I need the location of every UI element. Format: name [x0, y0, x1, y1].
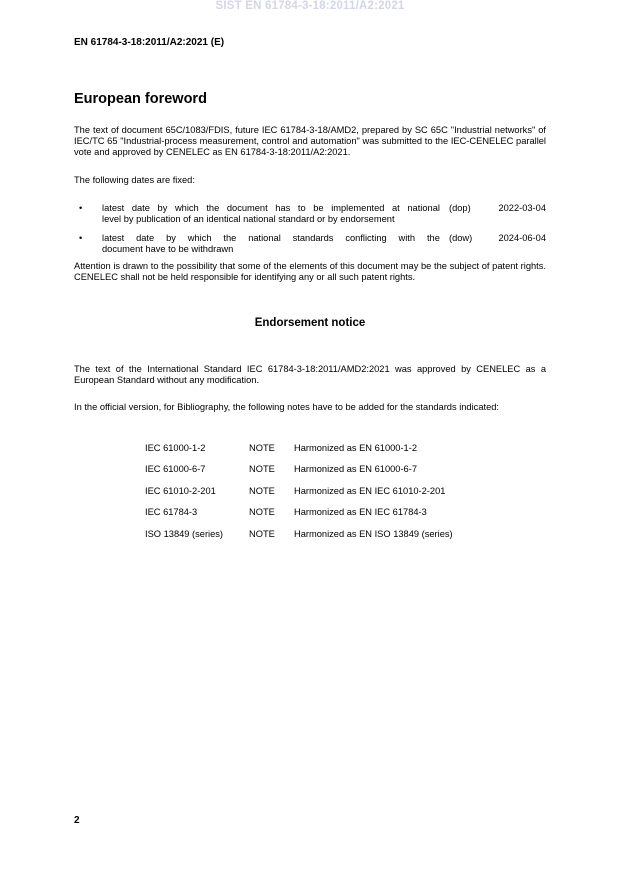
endorsement-paragraph-1: The text of the International Standard IEC 61784-3-18:2011/AMD2:2021 was approved by CENELEC as a European Standard without any modification. [74, 364, 546, 385]
note-label: NOTE [249, 464, 275, 474]
bullet-text [102, 233, 440, 255]
bullet-word: national [407, 203, 440, 213]
bullet-word: by [166, 233, 176, 243]
note-label: NOTE [249, 507, 275, 517]
note-standard: IEC 61784-3 [145, 507, 198, 517]
page-number: 2 [74, 815, 80, 826]
bullet-line-1 [102, 203, 440, 214]
bullet-word: document [226, 203, 268, 213]
bullet-line-2: document have to be withdrawn [102, 244, 234, 254]
note-row [145, 443, 505, 455]
bullet-word: implemented [331, 203, 385, 213]
bullet-marker: • [79, 203, 83, 213]
bullet-word: standards [292, 233, 334, 243]
bullet-word: the [206, 203, 220, 213]
bullet-word: latest [102, 233, 125, 243]
bullet-word: to [297, 203, 306, 213]
note-label: NOTE [249, 486, 275, 496]
bullet-text [102, 203, 440, 225]
note-label: NOTE [249, 529, 275, 539]
bullet-word: conflicting [345, 233, 387, 243]
bullet-word: has [275, 203, 291, 213]
bullet-word: latest [102, 203, 125, 213]
bullet-word: with [398, 233, 416, 243]
bullet-line-2: level by publication of an identical national standard or by endorsement [102, 214, 395, 224]
endorsement-paragraph-2: In the official version, for Bibliography, the following notes have to be added for the standards indicated: [74, 402, 499, 412]
note-standard: ISO 13849 (series) [145, 529, 224, 539]
bullet-word: be [313, 203, 324, 213]
note-text: Harmonized as EN IEC 61784-3 [294, 507, 427, 517]
note-text: Harmonized as EN 61000-1-2 [294, 443, 417, 453]
note-row [145, 529, 505, 541]
bullet-code: (dop) [449, 203, 471, 213]
bullet-date: 2022-03-04 [498, 203, 546, 213]
bullet-code: (dow) [449, 233, 473, 243]
bullet-word: the [426, 233, 440, 243]
bullet-word: the [223, 233, 237, 243]
note-standard: IEC 61000-6-7 [145, 464, 206, 474]
note-text: Harmonized as EN IEC 61010-2-201 [294, 486, 446, 496]
watermark: SIST EN 61784-3-18:2011/A2:2021 [215, 0, 405, 12]
bullet-word: national [248, 233, 281, 243]
document-header: EN 61784-3-18:2011/A2:2021 (E) [74, 37, 225, 48]
note-text: Harmonized as EN 61000-6-7 [294, 464, 417, 474]
note-standard: IEC 61000-1-2 [145, 443, 206, 453]
endorsement-title: Endorsement notice [254, 317, 366, 329]
bullet-line-1 [102, 233, 440, 244]
note-text: Harmonized as EN ISO 13849 (series) [294, 529, 453, 539]
foreword-title: European foreword [74, 91, 207, 107]
bullet-word: date [131, 203, 150, 213]
bullet-word: by [157, 203, 168, 213]
note-row [145, 464, 505, 476]
bullet-marker: • [79, 233, 83, 243]
note-label: NOTE [249, 443, 275, 453]
note-standard: IEC 61010-2-201 [145, 486, 216, 496]
foreword-paragraph-3: Attention is drawn to the possibility that some of the elements of this document may be the subject of patent rights. CENELEC shall not be held responsible for identifying any or all such patent rights. [74, 261, 546, 282]
bullet-date: 2024-06-04 [498, 233, 546, 243]
bullet-word: which [174, 203, 199, 213]
bullet-word: date [136, 233, 155, 243]
date-bullet-dop [74, 203, 546, 227]
bullet-word: at [392, 203, 400, 213]
date-bullet-dow [74, 233, 546, 257]
foreword-paragraph-1: The text of document 65C/1083/FDIS, future IEC 61784-3-18/AMD2, prepared by SC 65C "Industrial networks" of IEC/TC 65 "Industrial-process measurement, control and automation" was submitted to the IEC-CENELEC parallel vote and approved by CENELEC as EN 61784-3-18:2011/A2:2021. [74, 125, 546, 157]
bullet-word: which [187, 233, 212, 243]
note-row [145, 486, 505, 498]
note-row [145, 507, 505, 519]
foreword-paragraph-2: The following dates are fixed: [74, 175, 195, 185]
